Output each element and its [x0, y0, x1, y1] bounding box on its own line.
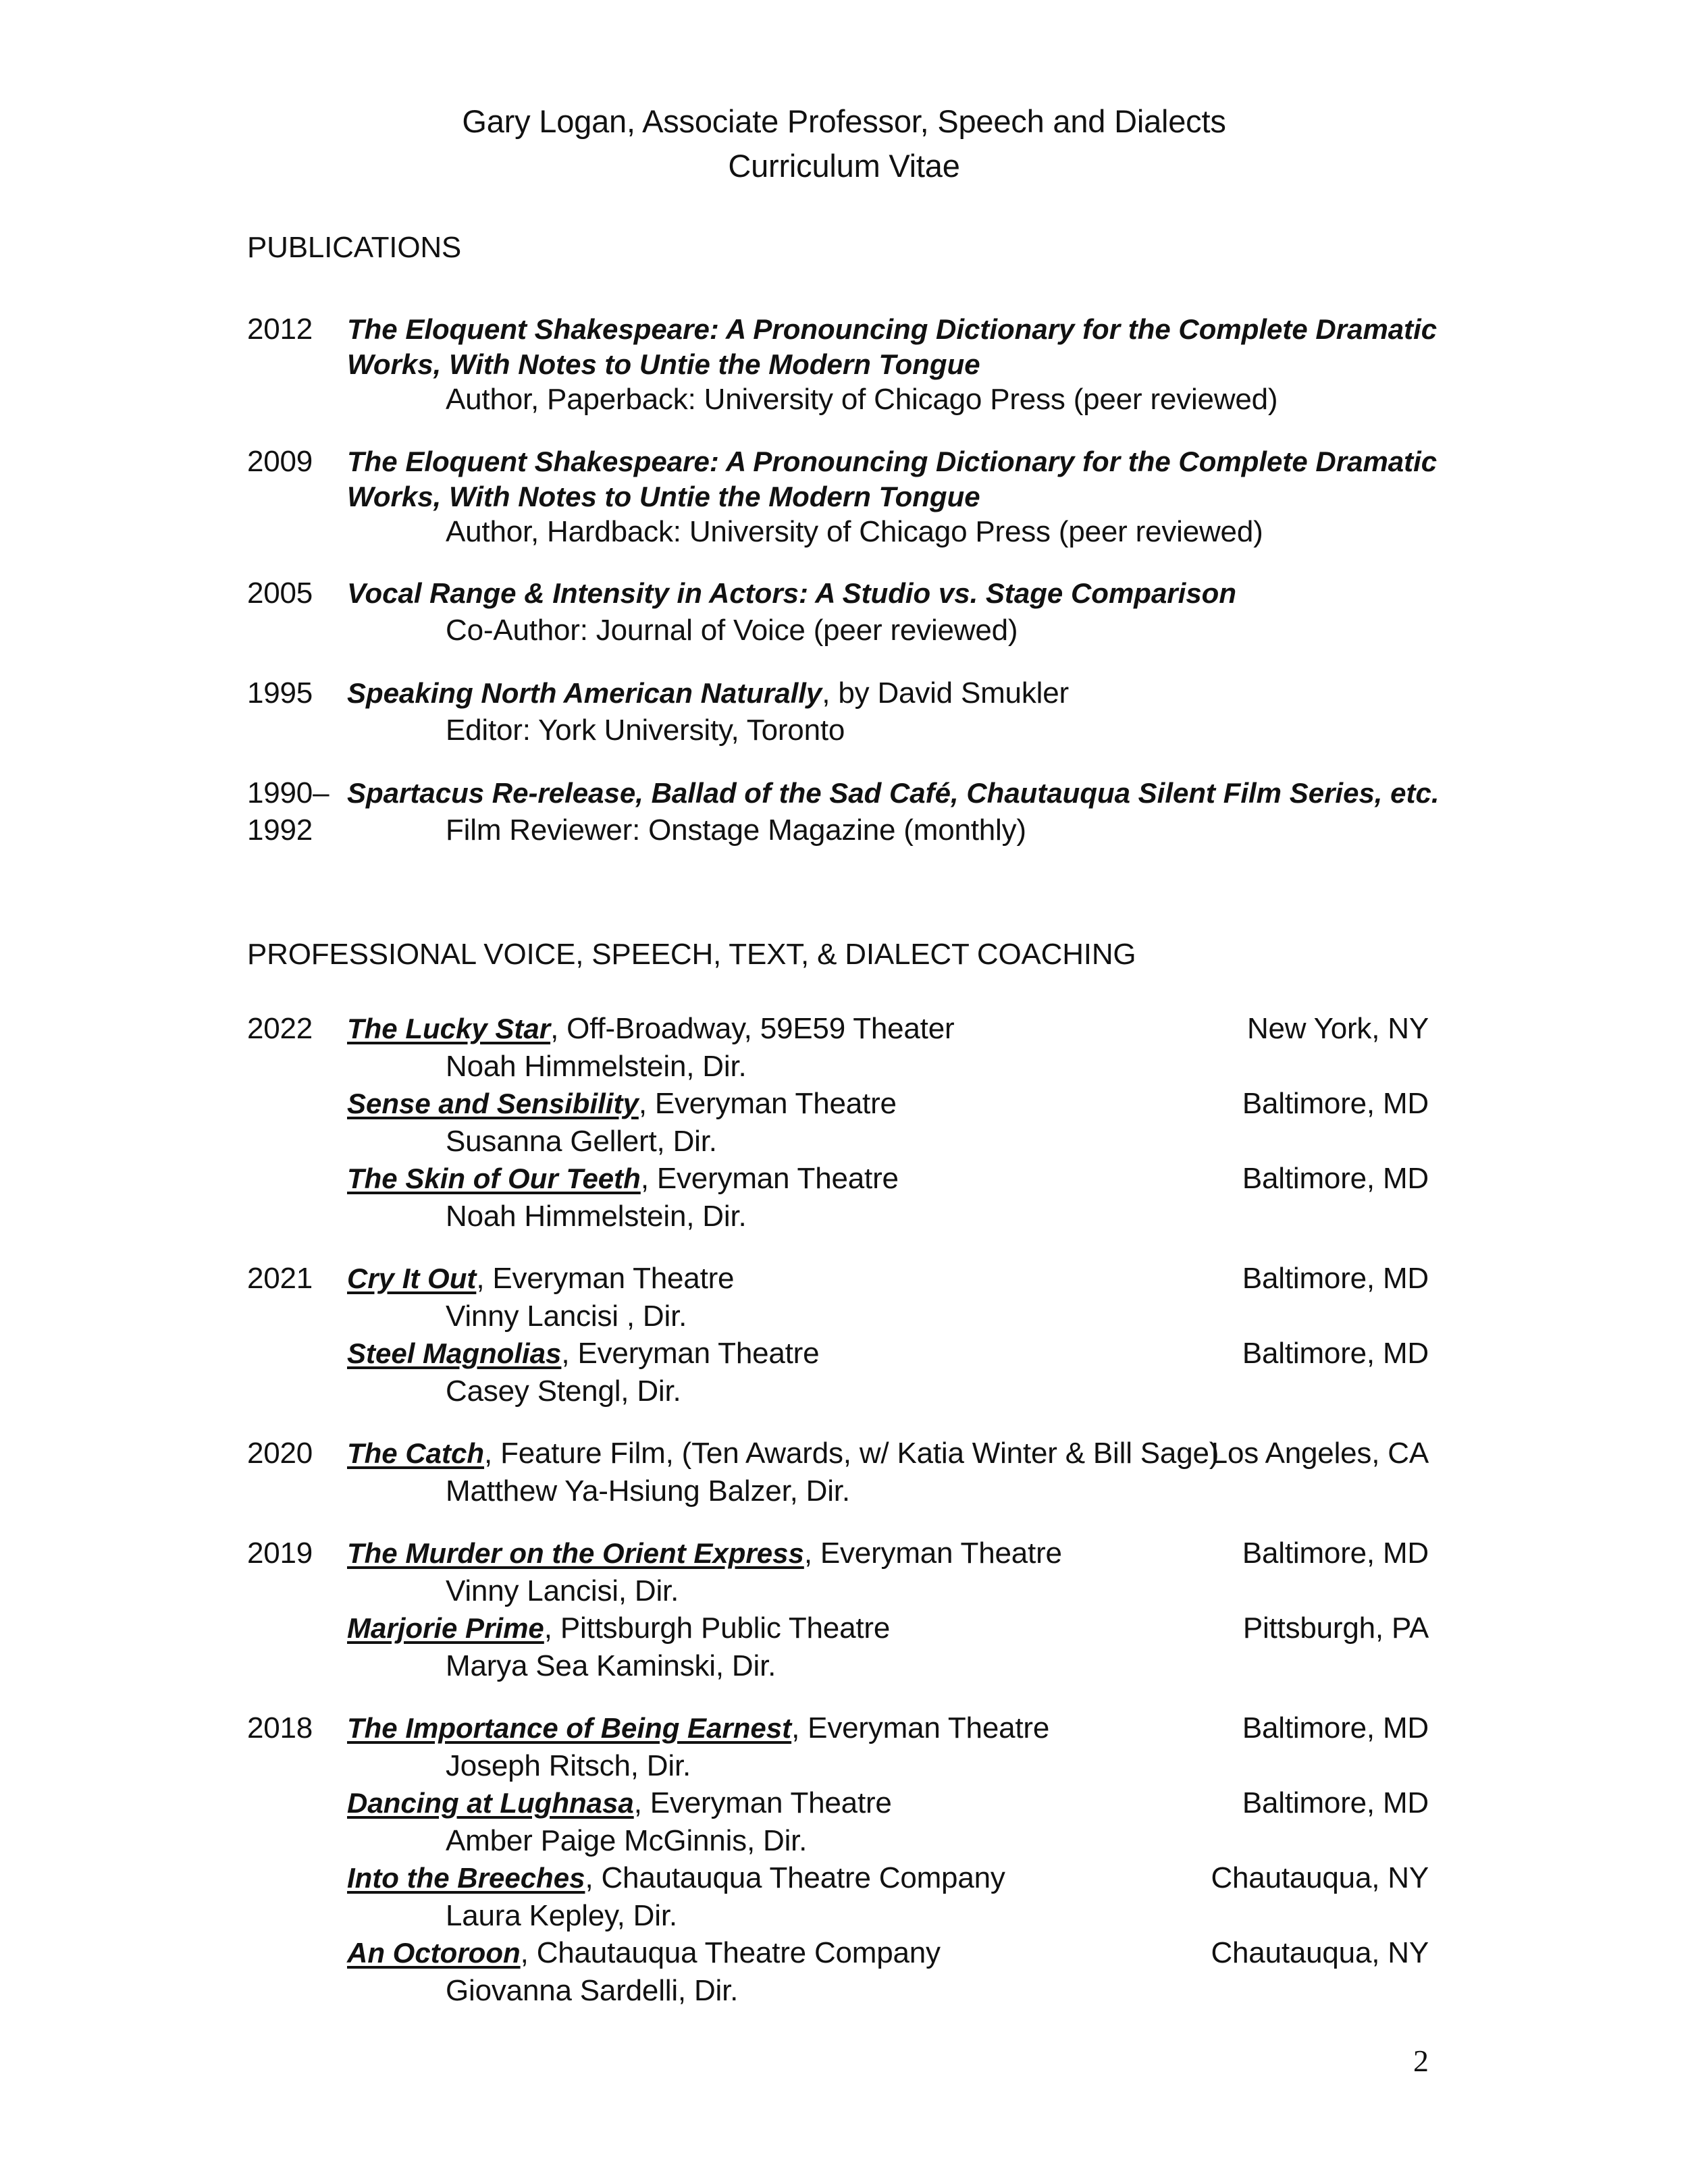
production-location: New York, NY [1246, 1012, 1429, 1045]
production-director: Marya Sea Kaminski, Dir. [446, 1649, 776, 1682]
production-location: Pittsburgh, PA [1242, 1612, 1429, 1645]
production-director: Vinny Lancisi , Dir. [446, 1300, 687, 1333]
pub-title: Works, With Notes to Untie the Modern Tongue [347, 481, 980, 512]
coaching-entry [347, 1709, 1049, 1747]
coaching-entry [347, 1859, 1005, 1897]
production-location: Baltimore, MD [1242, 1087, 1429, 1120]
section-heading-coaching: PROFESSIONAL VOICE, SPEECH, TEXT, & DIALECT COACHING [247, 938, 1136, 971]
production-location: Chautauqua, NY [1211, 1936, 1429, 1969]
coaching-entry [347, 1784, 892, 1822]
production-director: Joseph Ritsch, Dir. [446, 1749, 691, 1782]
coaching-year: 2021 [247, 1262, 313, 1295]
pub-title: Speaking North American Naturally [347, 677, 822, 709]
production-location: Baltimore, MD [1242, 1337, 1429, 1370]
production-venue: , Everyman Theatre [476, 1262, 735, 1295]
production-title: The Lucky Star [347, 1013, 551, 1044]
production-venue: , Everyman Theatre [633, 1786, 892, 1819]
pub-title-line [347, 674, 1069, 712]
pub-detail: Editor: York University, Toronto [446, 714, 845, 747]
production-location: Baltimore, MD [1242, 1162, 1429, 1195]
coaching-entry [347, 1435, 1219, 1472]
production-director: Noah Himmelstein, Dir. [446, 1050, 747, 1083]
production-location: Los Angeles, CA [1211, 1437, 1429, 1470]
pub-title: Spartacus Re-release, Ballad of the Sad Café, Chautauqua Silent Film Series, etc. [347, 777, 1440, 809]
coaching-entry [347, 1160, 899, 1198]
production-title: Dancing at Lughnasa [347, 1787, 634, 1819]
coaching-entry [347, 1010, 954, 1048]
production-director: Vinny Lancisi, Dir. [446, 1574, 679, 1607]
production-title: Steel Magnolias [347, 1337, 562, 1369]
production-director: Matthew Ya-Hsiung Balzer, Dir. [446, 1474, 850, 1508]
coaching-entry [347, 1609, 890, 1647]
page-title: Gary Logan, Associate Professor, Speech and Dialects [462, 103, 1226, 139]
production-venue: , Chautauqua Theatre Company [520, 1936, 941, 1969]
pub-detail: Film Reviewer: Onstage Magazine (monthly) [446, 814, 1026, 847]
production-venue: , Pittsburgh Public Theatre [544, 1612, 891, 1645]
production-title: The Importance of Being Earnest [347, 1712, 792, 1744]
production-title: The Skin of Our Teeth [347, 1163, 641, 1194]
page-subtitle: Curriculum Vitae [728, 148, 960, 184]
production-venue: , Everyman Theatre [803, 1537, 1062, 1570]
coaching-year: 2020 [247, 1437, 313, 1470]
production-title: Sense and Sensibility [347, 1088, 639, 1119]
pub-year: 2005 [247, 577, 313, 610]
production-title: The Murder on the Orient Express [347, 1537, 804, 1569]
production-director: Noah Himmelstein, Dir. [446, 1200, 747, 1233]
production-director: Casey Stengl, Dir. [446, 1375, 681, 1408]
production-venue: , Everyman Theatre [640, 1162, 899, 1195]
pub-title-suffix: , by David Smukler [822, 676, 1069, 710]
pub-detail: Author, Hardback: University of Chicago Press (peer reviewed) [446, 515, 1263, 548]
pub-year: 1995 [247, 676, 313, 710]
production-director: Laura Kepley, Dir. [446, 1899, 677, 1932]
coaching-year: 2018 [247, 1711, 313, 1744]
production-title: Marjorie Prime [347, 1612, 544, 1644]
pub-year: 2009 [247, 445, 313, 478]
production-venue: , Off-Broadway, 59E59 Theater [550, 1012, 955, 1045]
coaching-entry [347, 1085, 897, 1123]
pub-year: 1990– [247, 776, 329, 809]
pub-title: Vocal Range & Intensity in Actors: A Studio vs. Stage Comparison [347, 577, 1236, 609]
coaching-entry [347, 1535, 1062, 1572]
coaching-year: 2022 [247, 1012, 313, 1045]
pub-title: The Eloquent Shakespeare: A Pronouncing Dictionary for the Complete Dramatic [347, 446, 1438, 477]
section-heading-publications: PUBLICATIONS [247, 231, 462, 264]
production-director: Susanna Gellert, Dir. [446, 1125, 717, 1158]
production-title: The Catch [347, 1437, 485, 1469]
coaching-entry [347, 1335, 819, 1373]
coaching-year: 2019 [247, 1537, 313, 1570]
production-title: Cry It Out [347, 1262, 477, 1294]
production-director: Amber Paige McGinnis, Dir. [446, 1824, 808, 1857]
production-location: Baltimore, MD [1242, 1262, 1429, 1295]
coaching-entry [347, 1260, 734, 1298]
pub-detail: Co-Author: Journal of Voice (peer reviewed) [446, 614, 1018, 647]
production-venue: , Chautauqua Theatre Company [585, 1861, 1005, 1894]
production-location: Baltimore, MD [1242, 1786, 1429, 1819]
production-venue: , Everyman Theatre [561, 1337, 820, 1370]
coaching-entry [347, 1934, 941, 1972]
production-venue: , Everyman Theatre [638, 1087, 897, 1120]
production-location: Baltimore, MD [1242, 1711, 1429, 1744]
pub-detail: Author, Paperback: University of Chicago Press (peer reviewed) [446, 383, 1278, 416]
production-title: Into the Breeches [347, 1862, 585, 1894]
production-venue: , Feature Film, (Ten Awards, w/ Katia Winter & Bill Sage) [484, 1437, 1219, 1470]
pub-title: The Eloquent Shakespeare: A Pronouncing Dictionary for the Complete Dramatic [347, 313, 1438, 345]
production-venue: , Everyman Theatre [791, 1711, 1050, 1744]
page-number: 2 [1413, 2044, 1429, 2078]
production-location: Baltimore, MD [1242, 1537, 1429, 1570]
production-director: Giovanna Sardelli, Dir. [446, 1974, 739, 2007]
pub-title: Works, With Notes to Untie the Modern Tongue [347, 348, 980, 380]
pub-year: 2012 [247, 313, 313, 346]
production-location: Chautauqua, NY [1211, 1861, 1429, 1894]
production-title: An Octoroon [347, 1937, 521, 1969]
pub-year: 1992 [247, 814, 313, 847]
